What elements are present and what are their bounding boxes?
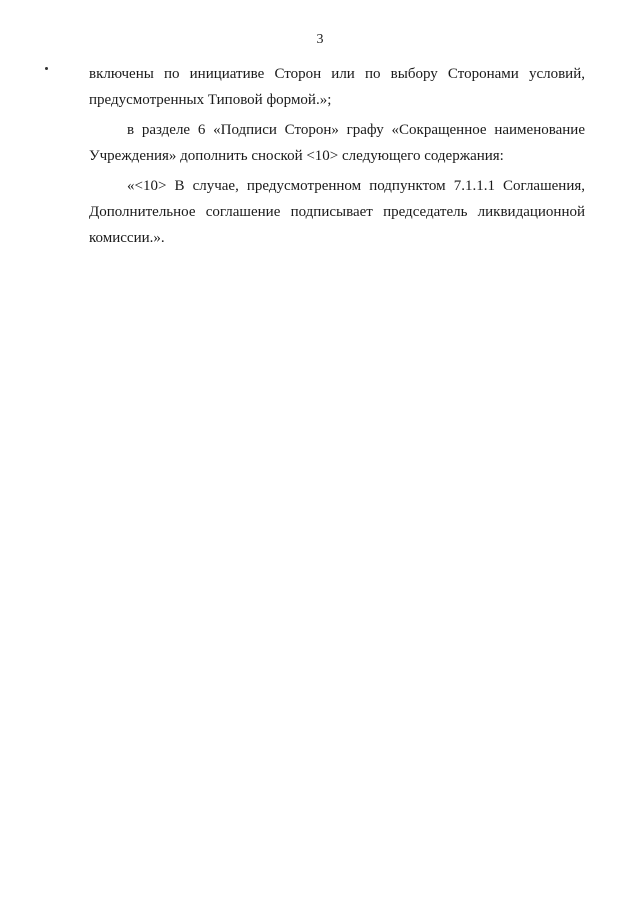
page-number: 3: [316, 32, 324, 47]
paragraph: в разделе 6 «Подписи Сторон» графу «Сокращенное наименование Учреждения» дополнить сноской <10> следующего содержания:: [89, 122, 585, 164]
paragraph: «<10> В случае, предусмотренном подпунктом 7.1.1.1 Соглашения, Дополнительное соглашение подписывает председатель ликвидационной комиссии.».: [89, 178, 585, 246]
paragraph: включены по инициативе Сторон или по выбору Сторонами условий, предусмотренных Типовой формой.»;: [89, 66, 585, 108]
body-text: [89, 61, 585, 255]
scan-speck: [45, 67, 48, 70]
